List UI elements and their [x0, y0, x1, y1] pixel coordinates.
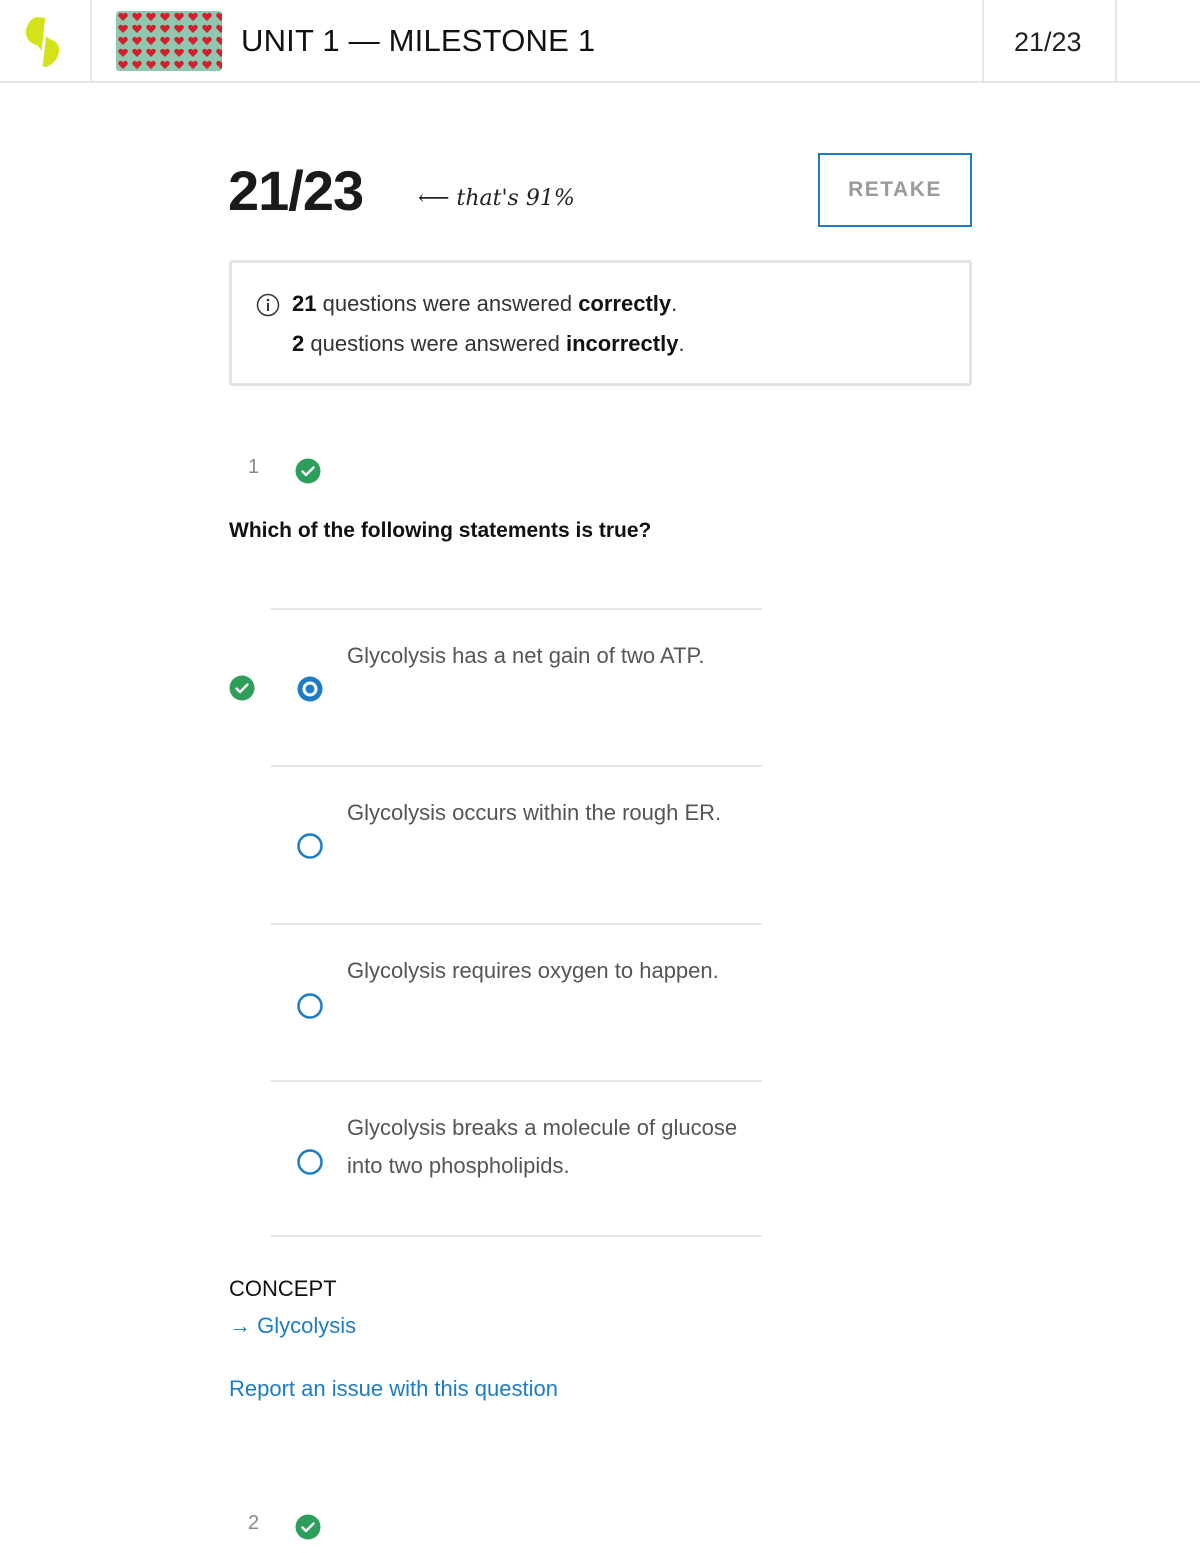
incorrect-count: 2 [292, 331, 305, 356]
header-score: 21/23 [1014, 27, 1082, 57]
radio-empty-icon[interactable] [297, 993, 323, 1019]
answer-option-text: Glycolysis occurs within the rough ER. [347, 800, 722, 825]
correct-summary-line: 21 questions were answered correctly. [292, 291, 678, 316]
answer-option-text: Glycolysis has a net gain of two ATP. [347, 643, 705, 668]
check-circle-icon [295, 458, 321, 484]
correct-word: correctly [578, 291, 672, 316]
logo-cell[interactable] [0, 0, 92, 82]
radio-empty-icon[interactable] [297, 1149, 323, 1175]
answer-option-text: Glycolysis breaks a molecule of glucose into two phospholipids. [347, 1115, 738, 1178]
unit-thumbnail [116, 11, 222, 71]
result-score: 21/23 [228, 159, 364, 222]
top-bar [0, 0, 1200, 83]
result-summary-box [229, 260, 972, 386]
question-text: Which of the following statements is true? [229, 519, 652, 542]
answer-option[interactable] [271, 765, 762, 922]
header-score-cell [982, 0, 1117, 82]
check-circle-icon [229, 675, 255, 701]
percent-note-text: that's 91% [456, 186, 575, 211]
retake-button[interactable]: RETAKE [818, 153, 972, 227]
question-number: 1 [248, 456, 260, 478]
radio-empty-icon[interactable] [297, 833, 323, 859]
radio-selected-icon[interactable] [297, 676, 323, 702]
incorrect-summary-line: 2 questions were answered incorrectly. [292, 331, 685, 356]
answer-option[interactable] [271, 1080, 762, 1237]
answer-option[interactable] [271, 923, 762, 1080]
answer-option-text: Glycolysis requires oxygen to happen. [347, 958, 719, 983]
report-issue-link[interactable]: Report an issue with this question [229, 1376, 558, 1401]
question-number: 2 [248, 1512, 260, 1534]
incorrect-word: incorrectly [565, 331, 679, 356]
percent-note [418, 186, 575, 211]
check-circle-icon [295, 1514, 321, 1540]
correct-count: 21 [292, 291, 317, 316]
curved-arrow-left-icon: ⟵ [418, 186, 450, 211]
sophia-logo-icon [20, 14, 70, 70]
unit-title: UNIT 1 — MILESTONE 1 [241, 23, 596, 58]
concept-label: CONCEPT [229, 1276, 337, 1301]
concept-link[interactable]: → Glycolysis [229, 1313, 357, 1338]
answer-option[interactable] [271, 608, 762, 765]
info-icon [256, 293, 280, 317]
